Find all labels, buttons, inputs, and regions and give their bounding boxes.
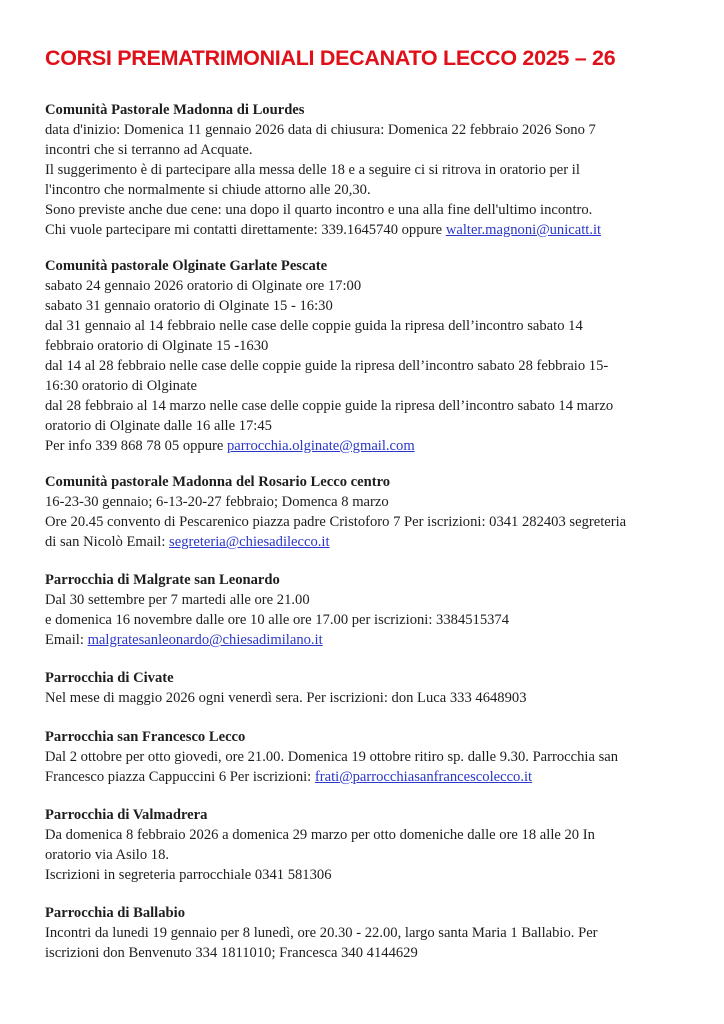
section-heading: Parrocchia di Civate (45, 670, 174, 686)
section-text (45, 436, 685, 456)
section-text (45, 630, 685, 650)
section-text: Nel mese di maggio 2026 ogni venerdì sera. Per iscrizioni: don Luca 333 4648903 (45, 690, 527, 706)
section-text (45, 532, 685, 552)
email-link[interactable]: frati@parrocchiasanfrancescolecco.it (314, 769, 533, 785)
section-heading: Parrocchia di Valmadrera (45, 807, 208, 823)
section-text: Iscrizioni in segreteria parrocchiale 0341 581306 (45, 867, 332, 883)
contact-text: Email: (45, 632, 88, 648)
section-heading: Parrocchia di Malgrate san Leonardo (45, 572, 280, 588)
section-madonna-di-lourdes (45, 100, 685, 240)
section-heading: Parrocchia san Francesco Lecco (45, 729, 246, 745)
section-text: Il suggerimento è di partecipare alla messa delle 18 e a seguire ci si ritrova in oratorio per il (45, 162, 580, 178)
section-madonna-del-rosario (45, 472, 685, 552)
section-text: Ore 20.45 convento di Pescarenico piazza padre Cristoforo 7 Per iscrizioni: 0341 282403 segreteria (45, 514, 627, 530)
section-text: incontri che si terranno ad Acquate. (45, 142, 253, 158)
section-text: dal 14 al 28 febbraio nelle case delle coppie guide la ripresa dell’incontro sabato 28 febbraio 15- (45, 358, 609, 374)
section-text: l'incontro che normalmente si chiude attorno alle 20,30. (45, 182, 371, 198)
section-text: iscrizioni don Benvenuto 334 1811010; Francesca 340 4144629 (45, 945, 418, 961)
section-malgrate-san-leonardo (45, 570, 685, 650)
section-text: 16-23-30 gennaio; 6-13-20-27 febbraio; Domenca 8 marzo (45, 494, 389, 510)
section-text: data d'inizio: Domenica 11 gennaio 2026 data di chiusura: Domenica 22 febbraio 2026 Sono 7 (45, 122, 596, 138)
section-text: sabato 31 gennaio oratorio di Olginate 15 - 16:30 (45, 298, 333, 314)
section-heading: Comunità pastorale Olginate Garlate Pescate (45, 258, 328, 274)
contact-text: Per info 339 868 78 05 oppure (45, 438, 227, 454)
section-text: dal 28 febbraio al 14 marzo nelle case delle coppie guide la ripresa dell’incontro sabato 14 marzo (45, 398, 614, 414)
section-valmadrera (45, 805, 685, 885)
section-ballabio (45, 903, 685, 963)
document-title: CORSI PREMATRIMONIALI DECANATO LECCO 2025 – 26 (45, 46, 616, 70)
contact-text: Francesco piazza Cappuccini 6 Per iscrizioni: (45, 769, 315, 785)
email-link[interactable]: parrocchia.olginate@gmail.com (227, 438, 415, 454)
email-link[interactable]: malgratesanleonardo@chiesadimilano.it (87, 632, 323, 648)
section-text: Dal 2 ottobre per otto giovedi, ore 21.00. Domenica 19 ottobre ritiro sp. dalle 9.30. Parrocchia san (45, 749, 619, 765)
section-text: 16:30 oratorio di Olginate (45, 378, 197, 394)
section-civate (45, 668, 685, 708)
section-text: dal 31 gennaio al 14 febbraio nelle case delle coppie guida la ripresa dell’incontro sabato 14 (45, 318, 583, 334)
contact-text: di san Nicolò Email: (45, 534, 170, 550)
section-text: febbraio oratorio di Olginate 15 -1630 (45, 338, 269, 354)
section-text: oratorio via Asilo 18. (45, 847, 170, 863)
section-text: sabato 24 gennaio 2026 oratorio di Olginate ore 17:00 (45, 278, 362, 294)
section-olginate-garlate-pescate (45, 256, 685, 456)
section-text: Sono previste anche due cene: una dopo il quarto incontro e una alla fine dell'ultimo incontro. (45, 202, 593, 218)
section-san-francesco-lecco (45, 727, 685, 787)
section-text: Da domenica 8 febbraio 2026 a domenica 29 marzo per otto domeniche dalle ore 18 alle 20 In (45, 827, 595, 843)
section-heading: Comunità Pastorale Madonna di Lourdes (45, 102, 305, 118)
section-text: oratorio di Olginate dalle 16 alle 17:45 (45, 418, 272, 434)
email-link[interactable]: walter.magnoni@unicatt.it (445, 222, 602, 238)
section-text: Incontri da lunedi 19 gennaio per 8 lunedì, ore 20.30 - 22.00, largo santa Maria 1 Ballabio. Per (45, 925, 598, 941)
section-heading: Parrocchia di Ballabio (45, 905, 185, 921)
email-link[interactable]: segreteria@chiesadilecco.it (169, 534, 330, 550)
section-text: Dal 30 settembre per 7 martedi alle ore 21.00 (45, 592, 310, 608)
section-text (45, 767, 685, 787)
section-heading: Comunità pastorale Madonna del Rosario Lecco centro (45, 474, 391, 490)
section-text (45, 220, 685, 240)
contact-text: Chi vuole partecipare mi contatti direttamente: 339.1645740 oppure (45, 222, 446, 238)
section-text: e domenica 16 novembre dalle ore 10 alle ore 17.00 per iscrizioni: 3384515374 (45, 612, 510, 628)
